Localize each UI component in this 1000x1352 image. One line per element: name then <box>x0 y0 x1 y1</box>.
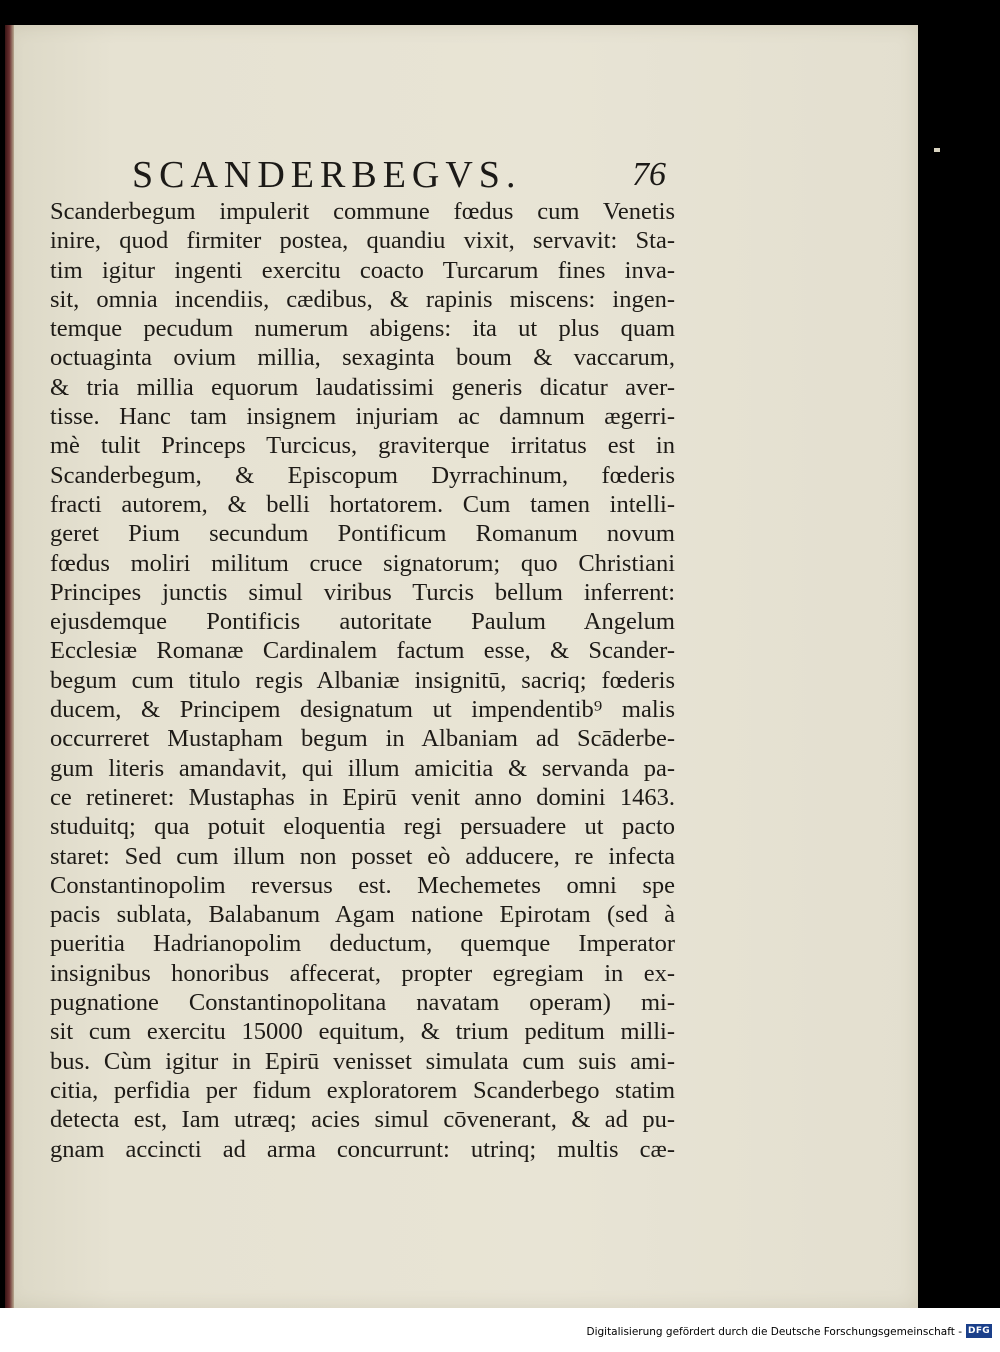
text-line: occurreret Mustapham begum in Albaniam ad Scāderbe- <box>50 725 675 753</box>
text-line: sit cum exercitu 15000 equitum, & trium peditum milli- <box>50 1018 675 1046</box>
text-line: studuitq; qua potuit eloquentia regi persuadere ut pacto <box>50 813 675 841</box>
text-line: pueritia Hadrianopolim deductum, quemque Imperator <box>50 930 675 958</box>
scan-edge-mark <box>934 148 940 152</box>
text-line: detecta est, Iam utræq; acies simul cōvenerant, & ad pu- <box>50 1106 675 1134</box>
book-page <box>5 25 918 1308</box>
text-line: Constantinopolim reversus est. Mechemetes omni spe <box>50 871 675 899</box>
text-line: ce retineret: Mustaphas in Epirū venit anno domini 1463. <box>50 783 675 811</box>
footer-bar <box>0 1308 1000 1352</box>
scan-margin <box>918 25 1000 1308</box>
text-line: gnam accincti ad arma concurrunt: utrinq; multis cæ- <box>50 1135 675 1163</box>
text-line: pugnatione Constantinopolitana navatam operam) mi- <box>50 989 675 1017</box>
text-line: temque pecudum numerum abigens: ita ut plus quam <box>50 315 675 343</box>
text-line: tisse. Hanc tam insignem injuriam ac damnum ægerri- <box>50 403 675 431</box>
text-line: tim igitur ingenti exercitu coacto Turcarum fines inva- <box>50 256 675 284</box>
text-line: begum cum titulo regis Albaniæ insignitū, sacriq; fœderis <box>50 666 675 694</box>
text-line: gum literis amandavit, qui illum amicitia & servanda pa- <box>50 754 675 782</box>
text-line: ducem, & Principem designatum ut impendentib⁹ malis <box>50 696 675 724</box>
text-line: staret: Sed cum illum non posset eò adducere, re infecta <box>50 842 675 870</box>
text-line: sit, omnia incendiis, cædibus, & rapinis miscens: ingen- <box>50 285 675 313</box>
text-line: fracti autorem, & belli hortatorem. Cum tamen intelli- <box>50 490 675 518</box>
text-line: Principes junctis simul viribus Turcis bellum inferrent: <box>50 578 675 606</box>
text-line: pacis sublata, Balabanum Agam natione Epirotam (sed à <box>50 901 675 929</box>
text-line: Ecclesiæ Romanæ Cardinalem factum esse, & Scander- <box>50 637 675 665</box>
text-line: geret Pium secundum Pontificum Romanum novum <box>50 520 675 548</box>
funding-credit: Digitalisierung gefördert durch die Deutsche Forschungsgemeinschaft - <box>586 1326 962 1338</box>
text-line: insignibus honoribus affecerat, propter egregiam in ex- <box>50 959 675 987</box>
text-line: Scanderbegum impulerit commune fœdus cum Venetis <box>50 198 675 225</box>
text-line: mè tulit Princeps Turcicus, graviterque irritatus est in <box>50 432 675 460</box>
text-line: bus. Cùm igitur in Epirū venisset simulata cum suis ami- <box>50 1047 675 1075</box>
page-number: 76 <box>632 156 666 193</box>
text-line: Scanderbegum, & Episcopum Dyrrachinum, fœderis <box>50 461 675 489</box>
text-line: fœdus moliri militum cruce signatorum; quo Christiani <box>50 549 675 577</box>
running-head: SCANDERBEGVS. <box>132 154 522 196</box>
text-line: octuaginta ovium millia, sexaginta boum & vaccarum, <box>50 344 675 372</box>
dfg-logo-icon[interactable]: DFG <box>966 1324 992 1338</box>
text-line: citia, perfidia per fidum exploratorem Scanderbego statim <box>50 1076 675 1104</box>
text-line: & tria millia equorum laudatissimi generis dicatur aver- <box>50 373 675 401</box>
page-binding-edge <box>5 25 14 1308</box>
text-line: ejusdemque Pontificis autoritate Paulum Angelum <box>50 608 675 636</box>
body-text <box>50 197 675 1164</box>
text-line: inire, quod firmiter postea, quandiu vixit, servavit: Sta- <box>50 227 675 255</box>
page-header <box>5 153 918 197</box>
